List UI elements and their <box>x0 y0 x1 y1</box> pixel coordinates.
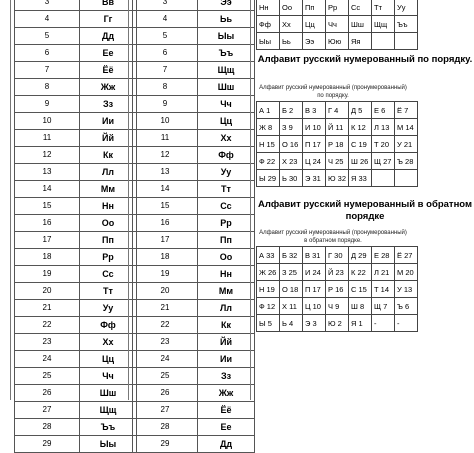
row-letter: Щщ <box>80 402 137 419</box>
row-letter: Нн <box>198 266 255 283</box>
grid-cell: Х 23 <box>280 153 303 170</box>
grid-cell: Ъ 28 <box>395 153 418 170</box>
table-row <box>15 62 137 79</box>
grid-cell: Ъъ <box>395 16 418 33</box>
row-number: 29 <box>15 436 80 453</box>
row-letter: Зз <box>80 96 137 113</box>
row-number: 24 <box>133 351 198 368</box>
row-letter: Ии <box>198 351 255 368</box>
table-row <box>133 45 255 62</box>
row-letter: Хх <box>198 130 255 147</box>
grid-cell: Я 33 <box>349 170 372 187</box>
row-number: 20 <box>15 283 80 300</box>
row-letter: Чч <box>198 96 255 113</box>
grid-cell: Б 32 <box>280 247 303 264</box>
grid-cell: К 22 <box>349 264 372 281</box>
row-letter: Цц <box>80 351 137 368</box>
row-letter: Оо <box>198 249 255 266</box>
grid-cell: И 10 <box>303 119 326 136</box>
row-number: 22 <box>15 317 80 334</box>
grid-cell: Уу <box>395 0 418 16</box>
row-letter: Мм <box>198 283 255 300</box>
table-row <box>133 402 255 419</box>
row-number: 5 <box>15 28 80 45</box>
row-number: 20 <box>133 283 198 300</box>
grid-cell: Сс <box>349 0 372 16</box>
table-row <box>15 402 137 419</box>
grid-cell: П 17 <box>303 281 326 298</box>
row-letter: Ъъ <box>198 45 255 62</box>
row-number: 10 <box>133 113 198 130</box>
row-letter: Ъъ <box>80 419 137 436</box>
row-number: 21 <box>133 300 198 317</box>
row-number: 13 <box>133 164 198 181</box>
reverse-alphabet-grid <box>256 246 418 332</box>
row-letter: Уу <box>80 300 137 317</box>
grid-cell: З 25 <box>280 264 303 281</box>
grid-cell: П 17 <box>303 136 326 153</box>
row-number: 21 <box>15 300 80 317</box>
row-number: 3 <box>133 0 198 11</box>
row-number: 8 <box>15 79 80 96</box>
row-number: 15 <box>133 198 198 215</box>
row-number: 7 <box>15 62 80 79</box>
grid-cell: Чч <box>326 16 349 33</box>
table-row <box>15 368 137 385</box>
table-row <box>133 300 255 317</box>
grid-cell: Оо <box>280 0 303 16</box>
row-letter: Ёё <box>198 402 255 419</box>
grid-cell: Юю <box>326 33 349 50</box>
row-letter: Фф <box>80 317 137 334</box>
row-number: 12 <box>133 147 198 164</box>
grid-row <box>257 264 418 281</box>
grid-cell: Т 14 <box>372 281 395 298</box>
grid-cell: Ээ <box>303 33 326 50</box>
table-row <box>133 232 255 249</box>
grid-cell: Д 5 <box>349 102 372 119</box>
grid-cell: Ф 22 <box>257 153 280 170</box>
row-letter: Щщ <box>198 62 255 79</box>
row-letter: Ее <box>80 45 137 62</box>
divider-mid <box>128 0 129 400</box>
row-letter: Ыы <box>198 28 255 45</box>
grid-cell: Щ 27 <box>372 153 395 170</box>
table-row <box>15 147 137 164</box>
grid-row <box>257 33 418 50</box>
table-row <box>15 351 137 368</box>
row-letter: Пп <box>198 232 255 249</box>
row-number: 26 <box>133 385 198 402</box>
row-letter: Дд <box>198 436 255 453</box>
grid-cell: Ы 5 <box>257 315 280 332</box>
row-number: 14 <box>133 181 198 198</box>
grid-cell: Ы 29 <box>257 170 280 187</box>
grid-cell: Е 6 <box>372 102 395 119</box>
row-number: 18 <box>133 249 198 266</box>
grid-cell: О 16 <box>280 136 303 153</box>
table-row <box>133 334 255 351</box>
grid-cell <box>395 33 418 50</box>
divider-left <box>10 0 11 400</box>
grid-cell: Й 23 <box>326 264 349 281</box>
grid-cell: Яя <box>349 33 372 50</box>
row-letter: Чч <box>80 368 137 385</box>
table-row <box>133 385 255 402</box>
grid-cell: Ц 10 <box>303 298 326 315</box>
table-row <box>133 181 255 198</box>
grid-cell: Е 28 <box>372 247 395 264</box>
grid-cell: Щ 7 <box>372 298 395 315</box>
row-letter: Рр <box>198 215 255 232</box>
table-row <box>133 215 255 232</box>
row-number: 16 <box>133 215 198 232</box>
table-row <box>15 317 137 334</box>
table-row <box>15 164 137 181</box>
grid-row <box>257 298 418 315</box>
row-number: 5 <box>133 28 198 45</box>
table-row <box>133 317 255 334</box>
ordered-alphabet-grid <box>256 101 418 187</box>
grid-cell: Ш 8 <box>349 298 372 315</box>
row-letter: Йй <box>198 334 255 351</box>
row-letter: Ее <box>198 419 255 436</box>
grid-cell: К 12 <box>349 119 372 136</box>
grid-cell: Ф 12 <box>257 298 280 315</box>
grid-cell: С 15 <box>349 281 372 298</box>
alphabet-number-table <box>14 0 137 453</box>
grid-cell: Тт <box>372 0 395 16</box>
grid-cell: У 13 <box>395 281 418 298</box>
row-number: 23 <box>133 334 198 351</box>
grid-cell: Ч 25 <box>326 153 349 170</box>
row-letter: Шш <box>80 385 137 402</box>
table-row <box>15 249 137 266</box>
row-letter: Сс <box>80 266 137 283</box>
grid-cell: Ь 30 <box>280 170 303 187</box>
table-row <box>133 419 255 436</box>
grid-cell: Шш <box>349 16 372 33</box>
grid-cell: - <box>372 315 395 332</box>
grid-row <box>257 315 418 332</box>
table-row <box>133 436 255 453</box>
row-letter: Дд <box>80 28 137 45</box>
table-row <box>15 113 137 130</box>
row-number: 11 <box>15 130 80 147</box>
grid-cell: М 20 <box>395 264 418 281</box>
row-number: 12 <box>15 147 80 164</box>
row-number: 6 <box>133 45 198 62</box>
ordered-title: Алфавит русский нумерованный по порядку. <box>257 54 473 65</box>
grid-cell: Н 19 <box>257 281 280 298</box>
row-letter: Пп <box>80 232 137 249</box>
divider-right <box>250 0 251 400</box>
row-number: 4 <box>15 11 80 28</box>
grid-cell: В 31 <box>303 247 326 264</box>
grid-row <box>257 136 418 153</box>
grid-cell: Хх <box>280 16 303 33</box>
grid-cell: Ьь <box>280 33 303 50</box>
grid-cell <box>395 170 418 187</box>
row-letter: Кк <box>80 147 137 164</box>
table-row <box>15 45 137 62</box>
grid-row <box>257 0 418 16</box>
row-number: 27 <box>15 402 80 419</box>
row-letter: Сс <box>198 198 255 215</box>
grid-cell: Ж 8 <box>257 119 280 136</box>
row-letter: Ээ <box>198 0 255 11</box>
grid-cell: Ц 24 <box>303 153 326 170</box>
grid-cell: Фф <box>257 16 280 33</box>
row-letter: Шш <box>198 79 255 96</box>
reverse-title: Алфавит русский нумерованный в обратном порядке <box>257 199 473 222</box>
grid-cell: Р 18 <box>326 136 349 153</box>
row-letter: Лл <box>198 300 255 317</box>
table-row <box>15 215 137 232</box>
grid-cell: Я 1 <box>349 315 372 332</box>
table-row <box>15 181 137 198</box>
table-row <box>133 113 255 130</box>
table-row <box>15 419 137 436</box>
table-row <box>133 198 255 215</box>
grid-cell: В 3 <box>303 102 326 119</box>
grid-cell: Г 30 <box>326 247 349 264</box>
row-number: 19 <box>133 266 198 283</box>
row-number: 18 <box>15 249 80 266</box>
row-letter: Вв <box>80 0 137 11</box>
row-number: 17 <box>133 232 198 249</box>
grid-cell: У 21 <box>395 136 418 153</box>
row-letter: Жж <box>198 385 255 402</box>
row-number: 6 <box>15 45 80 62</box>
ordered-caption: Алфавит русский нумерованный (пронумерованный) по порядку. <box>259 85 407 99</box>
row-letter: Тт <box>80 283 137 300</box>
grid-cell: Э 3 <box>303 315 326 332</box>
table-row <box>133 130 255 147</box>
table-row <box>133 249 255 266</box>
table-row <box>133 96 255 113</box>
grid-row <box>257 119 418 136</box>
row-letter: Ыы <box>80 436 137 453</box>
row-number: 24 <box>15 351 80 368</box>
grid-cell <box>372 33 395 50</box>
row-letter: Тт <box>198 181 255 198</box>
row-number: 13 <box>15 164 80 181</box>
table-row <box>133 79 255 96</box>
grid-cell: А 33 <box>257 247 280 264</box>
row-number: 16 <box>15 215 80 232</box>
grid-cell: Л 21 <box>372 264 395 281</box>
alphabet-grid-top <box>256 0 418 50</box>
grid-cell: Д 29 <box>349 247 372 264</box>
grid-cell: Ж 26 <box>257 264 280 281</box>
grid-cell: Б 2 <box>280 102 303 119</box>
table-row <box>15 334 137 351</box>
row-number: 15 <box>15 198 80 215</box>
grid-cell: С 19 <box>349 136 372 153</box>
grid-cell: Т 20 <box>372 136 395 153</box>
row-number: 9 <box>15 96 80 113</box>
row-number: 11 <box>133 130 198 147</box>
grid-cell: Ч 9 <box>326 298 349 315</box>
row-letter: Оо <box>80 215 137 232</box>
table-row <box>133 164 255 181</box>
table-row <box>133 368 255 385</box>
row-letter: Жж <box>80 79 137 96</box>
grid-cell: Л 13 <box>372 119 395 136</box>
row-letter: Кк <box>198 317 255 334</box>
grid-cell: Х 11 <box>280 298 303 315</box>
grid-cell: Р 16 <box>326 281 349 298</box>
table-row <box>15 385 137 402</box>
grid-cell: Ю 32 <box>326 170 349 187</box>
row-number: 23 <box>15 334 80 351</box>
row-number: 7 <box>133 62 198 79</box>
grid-cell: Нн <box>257 0 280 16</box>
row-letter: Ьь <box>198 11 255 28</box>
grid-cell: Ыы <box>257 33 280 50</box>
row-letter: Гг <box>80 11 137 28</box>
table-row <box>133 11 255 28</box>
reverse-caption: Алфавит русский нумерованный (пронумерованный) в обратном порядке. <box>259 230 407 244</box>
row-number: 9 <box>133 96 198 113</box>
grid-cell: Ё 27 <box>395 247 418 264</box>
row-number: 25 <box>133 368 198 385</box>
grid-cell: Г 4 <box>326 102 349 119</box>
grid-cell: Ь 4 <box>280 315 303 332</box>
row-number: 10 <box>15 113 80 130</box>
grid-cell: З 9 <box>280 119 303 136</box>
row-letter: Зз <box>198 368 255 385</box>
row-letter: Цц <box>198 113 255 130</box>
table-row <box>15 79 137 96</box>
grid-cell: Н 15 <box>257 136 280 153</box>
grid-cell: Й 11 <box>326 119 349 136</box>
row-letter: Ии <box>80 113 137 130</box>
row-number: 19 <box>15 266 80 283</box>
row-letter: Уу <box>198 164 255 181</box>
table-row <box>15 130 137 147</box>
grid-row <box>257 16 418 33</box>
grid-cell: Цц <box>303 16 326 33</box>
table-row <box>133 351 255 368</box>
table-row <box>133 0 255 11</box>
row-letter: Ёё <box>80 62 137 79</box>
table-row <box>133 283 255 300</box>
row-letter: Рр <box>80 249 137 266</box>
table-row <box>15 0 137 11</box>
grid-row <box>257 153 418 170</box>
grid-cell: Ш 26 <box>349 153 372 170</box>
grid-cell: Рр <box>326 0 349 16</box>
grid-row <box>257 247 418 264</box>
row-letter: Йй <box>80 130 137 147</box>
table-row <box>15 96 137 113</box>
row-number: 28 <box>15 419 80 436</box>
row-letter: Лл <box>80 164 137 181</box>
grid-cell: И 24 <box>303 264 326 281</box>
grid-row <box>257 170 418 187</box>
row-number: 28 <box>133 419 198 436</box>
row-number: 8 <box>133 79 198 96</box>
row-number: 4 <box>133 11 198 28</box>
grid-cell: Щщ <box>372 16 395 33</box>
row-number: 17 <box>15 232 80 249</box>
row-number: 25 <box>15 368 80 385</box>
table-row <box>15 266 137 283</box>
row-number: 14 <box>15 181 80 198</box>
grid-cell: Э 31 <box>303 170 326 187</box>
grid-cell: Ъ 6 <box>395 298 418 315</box>
reverse-number-table <box>132 0 255 453</box>
table-row <box>133 147 255 164</box>
row-letter: Мм <box>80 181 137 198</box>
row-number: 26 <box>15 385 80 402</box>
table-row <box>15 198 137 215</box>
row-number: 22 <box>133 317 198 334</box>
table-row <box>133 266 255 283</box>
row-number: 27 <box>133 402 198 419</box>
grid-cell <box>372 170 395 187</box>
table-row <box>15 232 137 249</box>
row-number: 29 <box>133 436 198 453</box>
grid-cell: Ё 7 <box>395 102 418 119</box>
grid-cell: А 1 <box>257 102 280 119</box>
table-row <box>15 28 137 45</box>
row-letter: Фф <box>198 147 255 164</box>
grid-row <box>257 281 418 298</box>
grid-cell: Пп <box>303 0 326 16</box>
grid-cell: - <box>395 315 418 332</box>
table-row <box>133 28 255 45</box>
row-letter: Хх <box>80 334 137 351</box>
table-row <box>15 11 137 28</box>
table-row <box>15 300 137 317</box>
table-row <box>133 62 255 79</box>
grid-row <box>257 102 418 119</box>
row-number: 3 <box>15 0 80 11</box>
grid-cell: М 14 <box>395 119 418 136</box>
table-row <box>15 283 137 300</box>
table-row <box>15 436 137 453</box>
grid-cell: О 18 <box>280 281 303 298</box>
grid-cell: Ю 2 <box>326 315 349 332</box>
row-letter: Нн <box>80 198 137 215</box>
